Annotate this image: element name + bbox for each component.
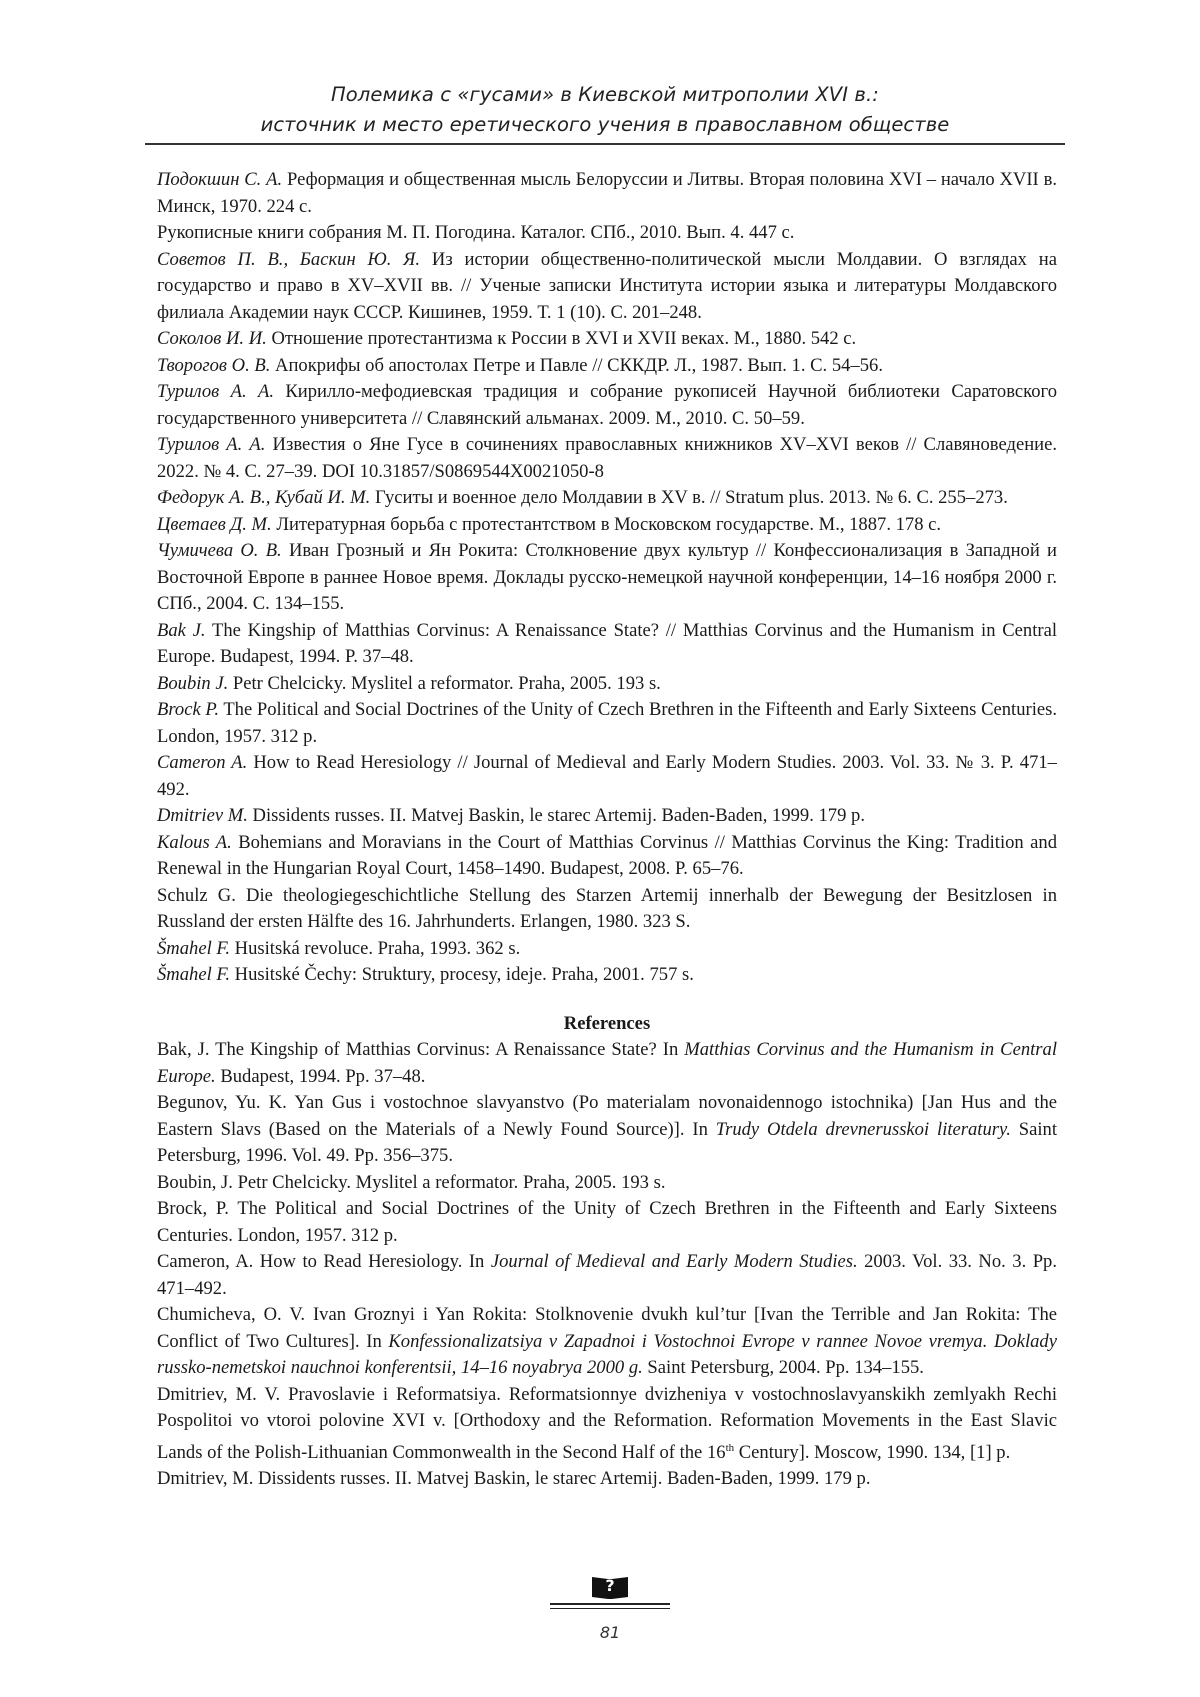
bibliography-entry — [157, 247, 1057, 327]
entry-text: Известия о Яне Гусе в сочинениях православных книжников XV–XVI веков // Славяноведение. 2022. № 4. С. 27–39. DOI 10.31857/S0869544X0021050-8 — [157, 434, 1057, 482]
bibliography-entry — [157, 883, 1057, 936]
entry-text: Рукописные книги собрания М. П. Погодина. Каталог. СПб., 2010. Вып. 4. 447 с. — [157, 222, 795, 243]
reference-entry — [157, 1382, 1057, 1467]
entry-text: How to Read Heresiology // Journal of Medieval and Early Modern Studies. 2003. Vol. 33. № 3. P. 471–492. — [157, 752, 1057, 800]
reference-entry — [157, 1090, 1057, 1170]
entry-author: Šmahel F. — [157, 937, 230, 959]
entry-author: Dmitriev M. — [157, 805, 248, 826]
footer-rule — [550, 1603, 670, 1605]
reference-entry — [157, 1249, 1057, 1302]
bibliography-entry — [157, 512, 1057, 539]
bibliography-entry — [157, 432, 1057, 485]
references-list — [157, 1037, 1057, 1493]
reference-text-tail: Budapest, 1994. Pp. 37–48. — [215, 1065, 426, 1087]
bibliography-entry — [157, 485, 1057, 512]
entry-author: Šmahel F. — [157, 964, 230, 985]
reference-text: Boubin, J. Petr Chelcicky. Myslitel a reformator. Praha, 2005. 193 s. — [157, 1171, 666, 1193]
reference-text-tail: Century]. Moscow, 1990. 134, [1] p. — [734, 1441, 1011, 1463]
reference-text: Cameron, A. How to Read Heresiology. In — [157, 1251, 491, 1272]
entry-author: Федорук А. В., Кубай И. М. — [157, 487, 371, 508]
entry-text: Литературная борьба с протестантством в Московском государстве. М., 1887. 178 с. — [271, 513, 942, 535]
reference-entry — [157, 1170, 1057, 1197]
entry-author: Подокшин С. А. — [157, 169, 283, 190]
bibliography-entry — [157, 326, 1057, 353]
reference-text: Bak, J. The Kingship of Matthias Corvinus: A Renaissance State? In — [157, 1039, 685, 1060]
entry-author: Kalous A. — [157, 831, 232, 853]
entry-text: Husitská revoluce. Praha, 1993. 362 s. — [230, 937, 521, 959]
reference-source-title: Journal of Medieval and Early Modern Studies. — [490, 1251, 858, 1272]
reference-entry — [157, 1196, 1057, 1249]
bibliography-entry — [157, 697, 1057, 750]
entry-text: Апокрифы об апостолах Петре и Павле // СККДР. Л., 1987. Вып. 1. С. 54–56. — [270, 354, 883, 376]
reference-text: Chumicheva, O. V. Ivan Groznyi i Yan Rokita: Stolknovenie dvukh kul’tur [Ivan the Terrible and Jan Rokita: The Conflict of Two Cultures]. In — [157, 1304, 1057, 1352]
bibliography-entry — [157, 220, 1057, 247]
bibliography-entry — [157, 671, 1057, 698]
bibliography-entry — [157, 538, 1057, 618]
reference-entry — [157, 1466, 1057, 1493]
references-heading: References — [563, 1012, 651, 1034]
entry-text: Dissidents russes. II. Matvej Baskin, le starec Artemij. Baden-Baden, 1999. 179 p. — [247, 805, 865, 826]
entry-text: Иван Грозный и Ян Рокита: Столкновение двух культур // Конфессионализация в Западной и Восточной Европе в раннее Новое время. Доклады русско-немецкой научной конференции, 14–16 ноября 2000 г. СПб., 2004. С. 134–155. — [157, 540, 1057, 614]
bibliography-entry — [157, 167, 1057, 220]
reference-text: Begunov, Yu. K. Yan Gus i vostochnoe slavyanstvo (Po materialam novonaidennogo istochnika) [Jan Hus and the Eastern Slavs (Based on the Materials of a Newly Found Source)]. In — [157, 1092, 1057, 1140]
entry-author: Советов П. В., Баскин Ю. Я. — [157, 248, 421, 270]
bibliography-entry — [157, 379, 1057, 432]
entry-text: Отношение протестантизма к России в XVI и XVII веках. М., 1880. 542 с. — [266, 328, 857, 349]
entry-text: Гуситы и военное дело Молдавии в XV в. // Stratum plus. 2013. № 6. С. 255–273. — [370, 487, 1008, 508]
reference-text-tail: 2003. Vol. 33. No. 3. Pp. 471–492. — [157, 1251, 1057, 1299]
entry-text: Реформация и общественная мысль Белоруссии и Литвы. Вторая половина XVI – начало XVII в. Минск, 1970. 224 с. — [157, 169, 1057, 217]
bibliography-entry — [157, 936, 1057, 963]
running-header-line-1: Полемика с «гусами» в Киевской митрополии XVI в.: — [331, 83, 879, 106]
reference-text: Dmitriev, M. V. Pravoslavie i Reformatsiya. Reformatsionnye dvizheniya v vostochnoslavyanskikh zemlyakh Rechi Pospolitoi vo vtoroi polovine XVI v. [Orthodoxy and the Reformation. Reformation Movements in the East Slavic Lands of the Polish-Lithuanian Commonwealth in the Second Half of the 16 — [157, 1383, 1057, 1463]
bibliography-entry — [157, 803, 1057, 830]
entry-author: Творогов О. В. — [157, 354, 271, 376]
bibliography — [157, 167, 1057, 1493]
page-number: 81 — [599, 1623, 621, 1642]
reference-text: Dmitriev, M. Dissidents russes. II. Matvej Baskin, le starec Artemij. Baden-Baden, 1999. 179 p. — [157, 1468, 871, 1490]
reference-superscript: th — [725, 1441, 735, 1454]
entry-text: The Political and Social Doctrines of the Unity of Czech Brethren in the Fifteenth and Early Sixteens Centuries. London, 1957. 312 p. — [157, 699, 1057, 747]
bibliography-entry — [157, 962, 1057, 989]
header-rule — [145, 143, 1065, 145]
bibliography-entry — [157, 830, 1057, 883]
entry-author: Соколов И. И. — [157, 328, 267, 349]
svg-text:?: ? — [605, 1576, 615, 1595]
page-footer — [550, 1569, 670, 1659]
footer-rule-thin — [550, 1608, 670, 1609]
bibliography-list — [157, 167, 1057, 989]
running-header-line-2: источник и место еретического учения в православном обществе — [260, 113, 950, 136]
entry-author: Cameron A. — [157, 752, 248, 773]
entry-author: Bak J. — [157, 619, 206, 641]
entry-text: The Kingship of Matthias Corvinus: A Renaissance State? // Matthias Corvinus and the Humanism in Central Europe. Budapest, 1994. P. 37–48. — [157, 619, 1057, 667]
entry-author: Цветаев Д. М. — [157, 513, 272, 535]
entry-text: Bohemians and Moravians in the Court of Matthias Corvinus // Matthias Corvinus the King: Tradition and Renewal in the Hungarian Royal Court, 1458–1490. Budapest, 2008. P. 65–76. — [157, 831, 1058, 879]
reference-source-title: Matthias Corvinus and the Humanism in Central Europe. — [157, 1039, 1057, 1087]
reference-text: Brock, P. The Political and Social Doctrines of the Unity of Czech Brethren in the Fifteenth and Early Sixteens Centuries. London, 1957. 312 p. — [157, 1198, 1057, 1246]
book-question-icon — [590, 1569, 630, 1601]
reference-source-title: Konfessionalizatsiya v Zapadnoi i Vostochnoi Evrope v rannee Novoe vremya. Doklady russko-nemetskoi nauchnoi konferentsii, 14–16 noyabrya 2000 g. — [157, 1330, 1057, 1378]
bibliography-entry — [157, 750, 1057, 803]
bibliography-entry — [157, 618, 1057, 671]
entry-author: Турилов А. А. — [157, 381, 274, 402]
reference-entry — [157, 1302, 1057, 1382]
reference-entry — [157, 1037, 1057, 1090]
entry-author: Турилов А. А. — [157, 434, 266, 455]
entry-text: Из истории общественно-политической мысли Молдавии. О взглядах на государство и право в XV–XVII вв. // Ученые записки Института истории языка и литературы Молдавского филиала Академии наук СССР. Кишинев, 1959. Т. 1 (10). С. 201–248. — [157, 248, 1057, 323]
bibliography-entry — [157, 353, 1057, 380]
reference-text-tail: Saint Petersburg, 2004. Pp. 134–155. — [642, 1357, 924, 1378]
entry-text: Husitské Čechy: Struktury, procesy, ideje. Praha, 2001. 757 s. — [230, 964, 694, 985]
entry-author: Brock P. — [157, 699, 219, 720]
entry-text: Petr Chelcicky. Myslitel a reformator. Praha, 2005. 193 s. — [228, 672, 661, 694]
reference-source-title: Trudy Otdela drevnerusskoi literatury. — [715, 1118, 1011, 1140]
entry-author: Boubin J. — [157, 672, 229, 694]
reference-text-tail: Saint Petersburg, 1996. Vol. 49. Pp. 356–375. — [157, 1118, 1057, 1166]
entry-text: Кирилло-мефодиевская традиция и собрание рукописей Научной библиотеки Саратовского государственного университета // Славянский альманах. 2009. М., 2010. С. 50–59. — [157, 381, 1057, 429]
entry-author: Чумичева О. В. — [157, 540, 282, 561]
entry-text: Schulz G. Die theologiegeschichtliche Stellung des Starzen Artemij innerhalb der Bewegung der Besitzlosen in Russland der ersten Hälfte des 16. Jahrhunderts. Erlangen, 1980. 323 S. — [157, 884, 1057, 932]
running-header — [145, 80, 1065, 140]
